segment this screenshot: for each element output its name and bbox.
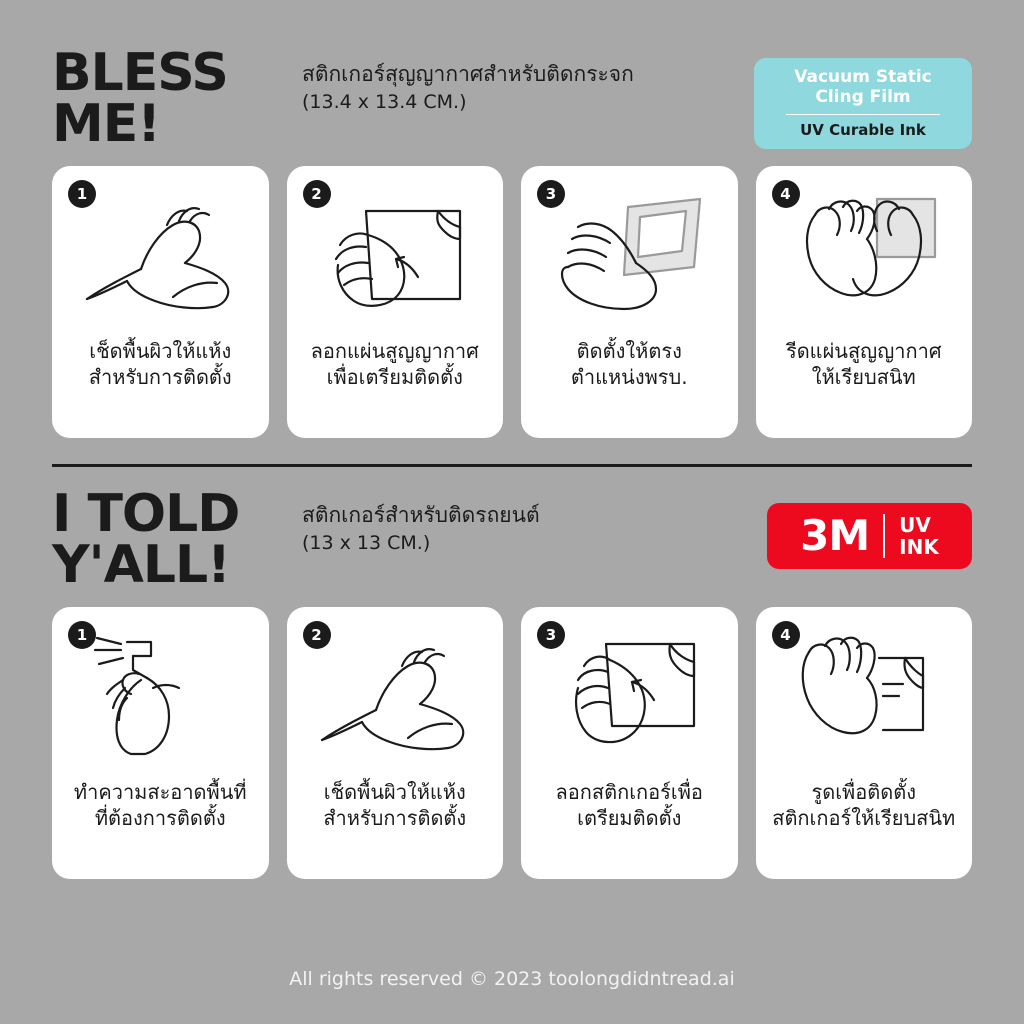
badge-3m-uv-ink [767, 503, 972, 569]
brand-3m-label: 3M [800, 510, 870, 560]
footer-copyright: All rights reserved © 2023 toolongdidntread.ai [289, 968, 735, 990]
step-card [521, 166, 738, 438]
step-caption-line2: สำหรับการติดตั้ง [88, 364, 232, 389]
step-card [756, 166, 973, 438]
step-card [287, 607, 504, 879]
step-number-badge: 3 [537, 180, 565, 208]
step-caption-line2: สติกเกอร์ให้เรียบสนิท [772, 805, 956, 830]
step-caption [66, 779, 255, 831]
step-caption [764, 779, 963, 831]
step-caption-line1: รีดแผ่นสูญญากาศ [785, 338, 942, 363]
step-caption [778, 338, 950, 390]
step-caption [563, 338, 696, 390]
step-caption-line1: ลอกแผ่นสูญญากาศ [310, 338, 479, 363]
step-caption-line2: สำหรับการติดตั้ง [323, 805, 467, 830]
step-caption-line1: เช็ดพื้นผิวให้แห้ง [323, 779, 466, 804]
step-caption [548, 779, 711, 831]
step-number-badge: 2 [303, 180, 331, 208]
badge-line2: Cling Film [815, 87, 911, 108]
step-card [287, 166, 504, 438]
section-title-2: I TOLD Y'ALL! [52, 483, 240, 595]
section-subtitle-thai-2: สติกเกอร์สำหรับติดรถยนต์ [302, 502, 540, 527]
section-header-1 [52, 43, 972, 154]
step-number-badge: 4 [772, 621, 800, 649]
step-number-badge: 2 [303, 621, 331, 649]
step-caption-line2: ตำแหน่งพรบ. [570, 364, 688, 389]
step-caption-line1: ลอกสติกเกอร์เพื่อ [555, 779, 703, 804]
step-caption-line2: ให้เรียบสนิท [811, 364, 916, 389]
steps-row-1 [52, 166, 972, 438]
step-caption-line2: เตรียมติดตั้ง [577, 805, 682, 830]
step-card [52, 607, 269, 879]
step-caption-line1: ติดตั้งให้ตรง [576, 338, 682, 363]
step-caption-line2: เพื่อเตรียมติดตั้ง [326, 364, 463, 389]
step-caption-line2: ที่ต้องการติดตั้ง [94, 805, 226, 830]
step-number-badge: 1 [68, 621, 96, 649]
step-caption [315, 779, 474, 831]
step-card [521, 607, 738, 879]
section-subtitle-thai-1: สติกเกอร์สุญญากาศสำหรับติดกระจก [302, 62, 634, 86]
badge-divider [786, 114, 940, 115]
badge-line3: UV Curable Ink [800, 120, 926, 139]
section-dimensions-1: (13.4 x 13.4 CM.) [302, 91, 467, 114]
section-header-2 [52, 483, 972, 595]
step-caption [303, 338, 487, 390]
step-caption [81, 338, 240, 390]
steps-row-2 [52, 607, 972, 879]
step-number-badge: 4 [772, 180, 800, 208]
step-card [52, 166, 269, 438]
step-number-badge: 3 [537, 621, 565, 649]
section-title-1: BLESS ME! [52, 43, 228, 154]
step-caption-line1: ทำความสะอาดพื้นที่ [73, 779, 247, 804]
step-caption-line1: รูดเพื่อติดตั้ง [811, 779, 916, 804]
badge-vacuum-static-cling-film [754, 58, 972, 149]
section-dimensions-2: (13 x 13 CM.) [302, 532, 431, 555]
step-card [756, 607, 973, 879]
section-divider [52, 464, 972, 467]
step-caption-line1: เช็ดพื้นผิวให้แห้ง [89, 338, 232, 363]
badge-line2: INK [899, 534, 939, 559]
step-number-badge: 1 [68, 180, 96, 208]
badge-line1: Vacuum Static [794, 67, 932, 87]
badge-line1: UV [899, 512, 931, 537]
